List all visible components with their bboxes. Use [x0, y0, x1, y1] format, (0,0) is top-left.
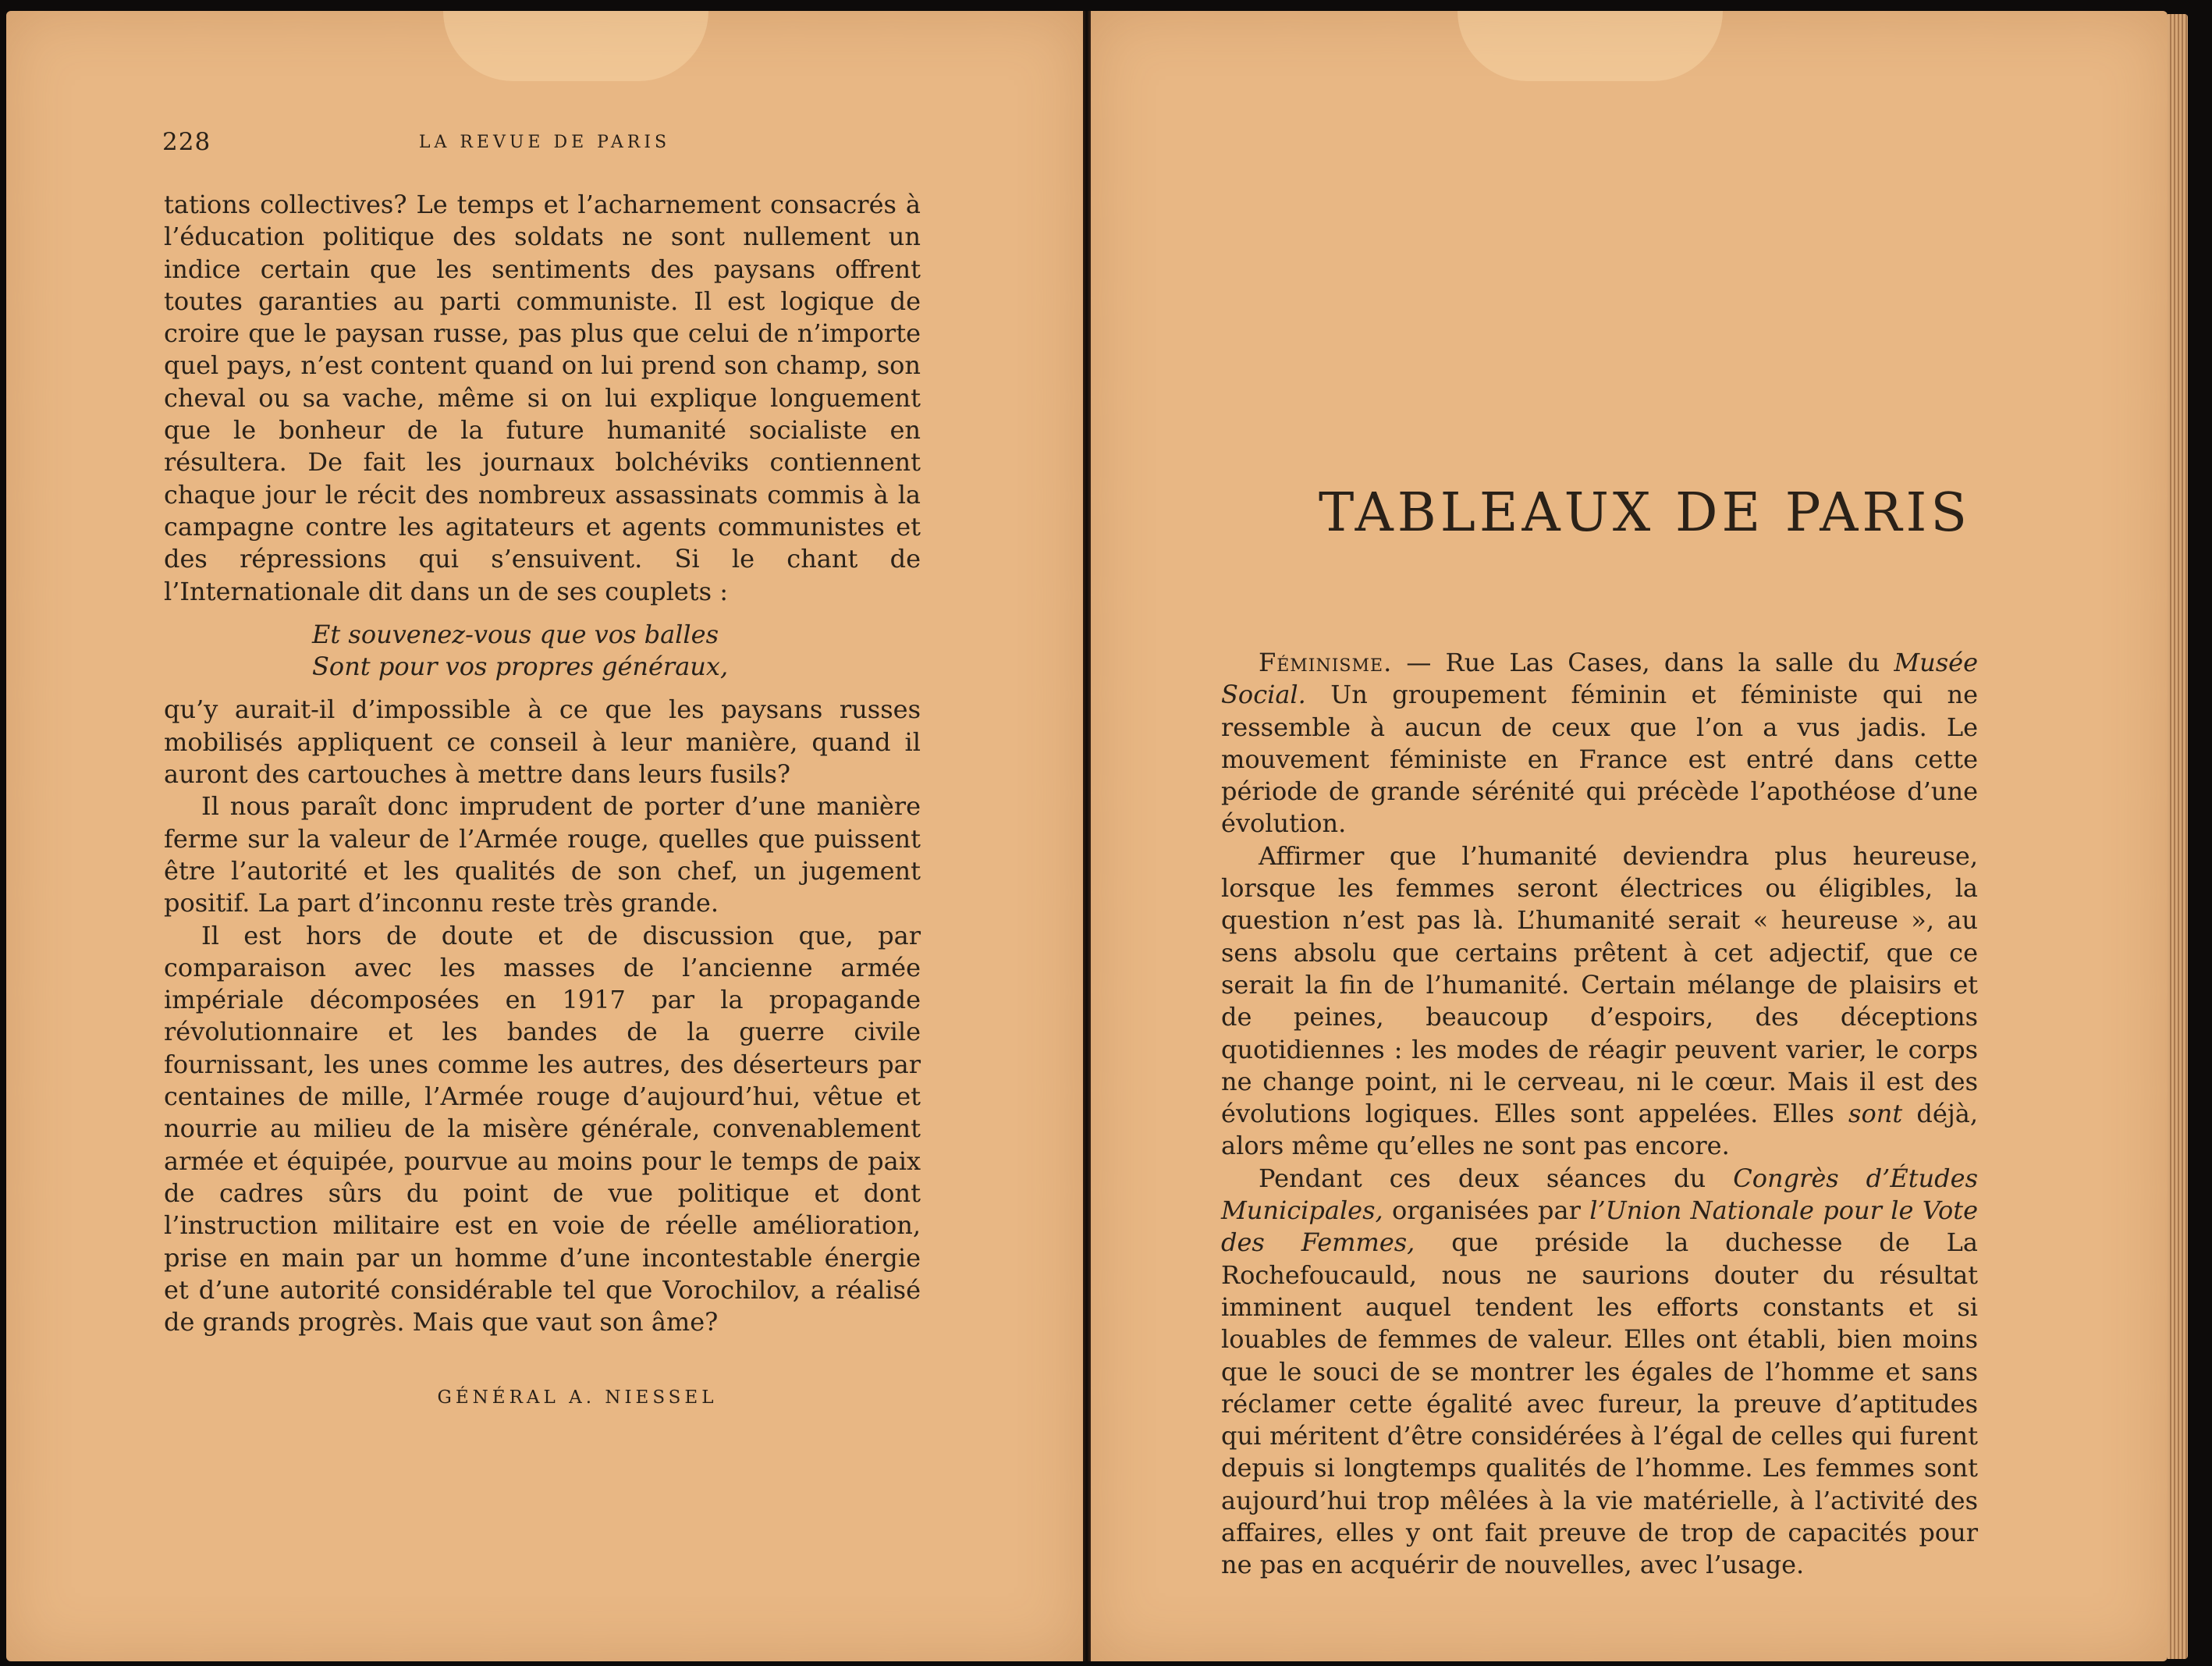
verse-line: Et souvenez-vous que vos balles: [312, 619, 719, 649]
paragraph: qu’y aurait-il d’impossible à ce que les paysans russes mobilisés appliquent ce conseil à leur manière, quand il auront des cartouches à mettre dans leurs fusils?: [164, 694, 921, 790]
page-stain: [443, 11, 708, 81]
text-run: — Rue Las Cases, dans la salle du: [1392, 648, 1894, 677]
paragraph: Il nous paraît donc imprudent de porter d’une manière ferme sur la valeur de l’Armée rouge, quelles que puissent être l’autorité et les qualités de son chef, un jugement positif. La part d’inconnu reste très grande.: [164, 791, 921, 918]
verse-line: Sont pour vos propres généraux,: [312, 652, 729, 682]
emphasis: sont: [1848, 1099, 1903, 1129]
paragraph: Il est hors de doute et de discussion que, par comparaison avec les masses de l’ancienne armée impériale décomposées en 1917 par la propagande révolutionnaire et les bandes de la guerre civile fournissant, les unes comme les autres, des déserteurs par centaines de mille, l’Armée rouge d’aujourd’hui, vêtue et nourrie au milieu de la misère générale, convenablement armée et équipée, pourvue au moins pour le temps de paix de cadres sûrs du point de vue politique et dont l’instruction militaire est en voie de réelle amélioration, prise en main par un homme d’une incontestable énergie et d’une autorité considérable tel que Vorochilov, a réalisé de grands progrès. Mais que vaut son âme?: [164, 920, 921, 1337]
page-stain: [1458, 11, 1723, 81]
text-run: que préside la duchesse de La Rochefoucauld, nous ne saurions douter du résultat imminent auquel tendent les efforts constants et si louables de femmes de valeur. Elles ont établi, bien moins que le souci de se montrer les égales de l’homme et sans réclamer cette égalité avec fureur, la preuve d’aptitudes qui méritent d’être considérées à l’égal de celles qui furent depuis si longtemps qualités de l’homme. Les femmes sont aujourd’hui trop mêlées à la vie matérielle, à l’activité des affaires, elles y ont fait preuve de trop de capacités pour ne pas en acquérir de nouvelles, avec l’usage.: [1221, 1227, 1979, 1580]
section-lead: Féminisme.: [1259, 648, 1393, 677]
chapter-title: TABLEAUX DE PARIS: [1319, 481, 1971, 544]
verse-quote: [312, 619, 921, 684]
running-head-title: LA REVUE DE PARIS: [418, 133, 671, 152]
emphasis: Musée Social.: [1221, 648, 1978, 710]
paragraph: [1221, 647, 1978, 840]
emphasis: Congrès d’Études Municipales,: [1221, 1163, 1978, 1226]
paragraph: [1221, 1163, 1978, 1582]
running-header: [162, 128, 927, 159]
left-text-block: [164, 189, 921, 1415]
paragraph: tations collectives? Le temps et l’acharnement consacrés à l’éducation politique des soldats ne sont nullement un indice certain que les sentiments des paysans offrent toutes garanties au parti communiste. Il est logique de croire que le paysan russe, pas plus que celui de n’importe quel pays, n’est content quand on lui prend son champ, son cheval ou sa vache, même si on lui explique longuement que le bonheur de la future humanité socialiste en résultera. De fait les journaux bolchéviks contiennent chaque jour le récit des nombreux assassinats commis à la campagne contre les agitateurs et agents communistes et des répressions qui s’ensuivent. Si le chant de l’Internationale dit dans un de ses couplets :: [164, 190, 921, 606]
right-page: [1091, 11, 2168, 1661]
text-run: déjà, alors même qu’elles ne sont pas encore.: [1221, 1099, 1979, 1161]
paragraph: [1221, 840, 1978, 1163]
book-gutter: [1083, 11, 1091, 1661]
left-page: [6, 11, 1083, 1661]
text-run: organisées par: [1383, 1195, 1590, 1226]
page-number: 228: [162, 128, 211, 156]
right-text-block: [1221, 647, 1978, 1582]
text-run: Pendant ces deux séances du: [1259, 1163, 1734, 1193]
page-edges: [2168, 14, 2188, 1659]
emphasis: l’Union Nationale pour le Vote des Femmes,: [1221, 1195, 1978, 1258]
text-run: Un groupement féminin et féministe qui ne ressemble à aucun de ceux que l’on a vus jadis. Le mouvement féministe en France est entré dans cette période de grande sérénité qui précède l’apothéose d’une évolution.: [1221, 680, 1978, 839]
text-run: Affirmer que l’humanité deviendra plus heureuse, lorsque les femmes seront électrices ou éligibles, la question n’est pas là. L’humanité serait « heureuse », au sens absolu que certains prêtent à cet adjectif, que ce serait la fin de l’humanité. Certain mélange de plaisirs et de peines, beaucoup d’espoirs, des déceptions quotidiennes : les modes de réagir peuvent varier, le corps ne change point, ni le cerveau, ni le cœur. Mais il est des évolutions logiques. Elles sont appelées. Elles: [1221, 840, 1978, 1129]
author-signature: GÉNÉRAL A. NIESSEL: [437, 1387, 718, 1408]
